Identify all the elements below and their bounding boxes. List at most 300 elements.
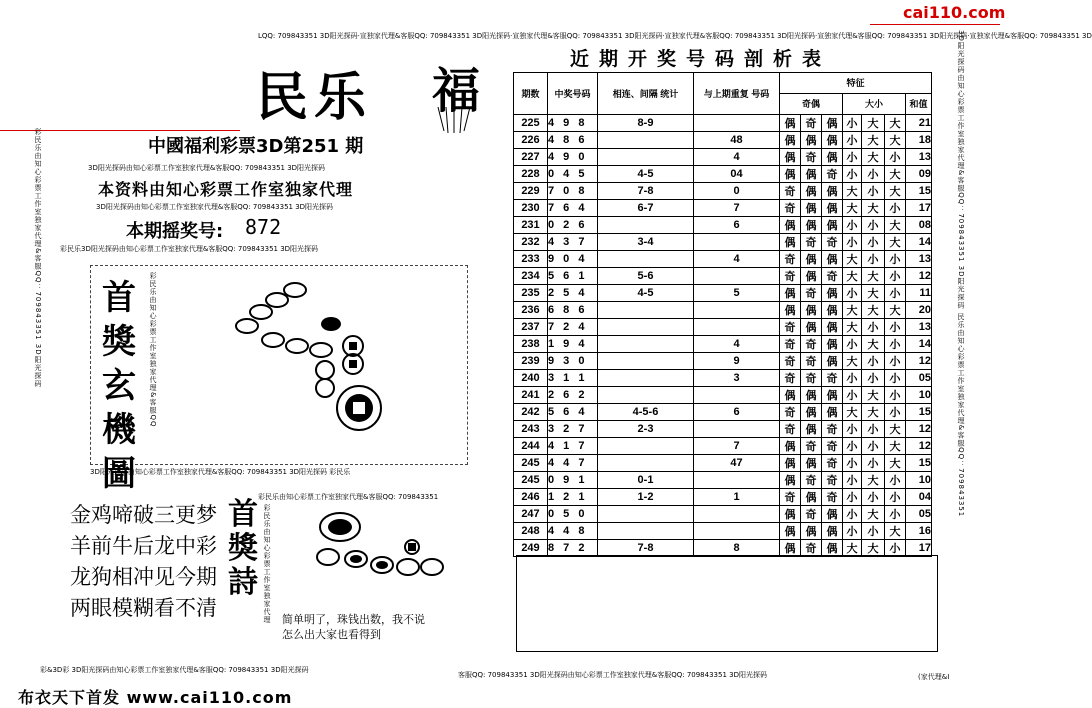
big-small-cell: 小 [843,115,862,132]
draw-label: 本期摇奖号: [126,221,224,242]
odd-even-cell: 偶 [780,387,801,404]
link-cell [598,302,694,319]
period-cell: 232 [514,234,548,251]
poem-line: 两眼模糊看不清 [70,596,217,620]
link-cell [598,149,694,166]
table-row [514,387,932,404]
sum-cell: 12 [906,438,932,455]
big-small-cell: 大 [885,421,906,438]
odd-even-cell: 奇 [780,251,801,268]
big-small-cell: 小 [862,217,885,234]
big-small-cell: 大 [843,183,862,200]
big-small-cell: 大 [862,149,885,166]
period-cell: 226 [514,132,548,149]
big-small-cell: 大 [885,455,906,472]
big-small-cell: 小 [843,217,862,234]
period-cell: 249 [514,540,548,557]
odd-even-cell: 偶 [822,200,843,217]
link-cell [598,523,694,540]
odd-even-cell: 奇 [801,438,822,455]
repeat-cell [694,387,780,404]
number-cell: 6 8 6 [548,302,598,319]
logo-title: 民乐 [256,67,373,128]
sum-cell: 05 [906,370,932,387]
number-cell: 7 2 4 [548,319,598,336]
repeat-cell [694,421,780,438]
repeat-cell: 6 [694,217,780,234]
sum-cell: 05 [906,506,932,523]
link-cell [598,455,694,472]
odd-even-cell: 奇 [801,472,822,489]
period-cell: 234 [514,268,548,285]
number-cell: 0 4 5 [548,166,598,183]
link-cell [598,251,694,268]
odd-even-cell: 偶 [801,404,822,421]
number-cell: 2 6 2 [548,387,598,404]
repeat-cell: 47 [694,455,780,472]
odd-even-cell: 偶 [801,200,822,217]
period-cell: 244 [514,438,548,455]
big-small-cell: 小 [843,370,862,387]
link-cell [598,217,694,234]
big-small-cell: 小 [843,421,862,438]
odd-even-cell: 偶 [822,132,843,149]
big-small-cell: 大 [862,336,885,353]
puzzle-title: 首 獎 玄 機 圖 [102,278,136,494]
big-small-cell: 小 [862,455,885,472]
repeat-cell: 6 [694,404,780,421]
big-small-cell: 小 [843,285,862,302]
bottom-banner-right: 客服QQ: 709843351 3D阳光探码由知心彩票工作室独家代理&客服QQ: 709843351 3D阳光探码 [458,671,767,679]
period-cell: 228 [514,166,548,183]
col-number: 中奖号码 [548,73,598,115]
big-small-cell: 大 [885,217,906,234]
odd-even-cell: 偶 [780,132,801,149]
odd-even-cell: 偶 [780,302,801,319]
sum-cell: 09 [906,166,932,183]
table-row [514,149,932,166]
odd-even-cell: 偶 [780,115,801,132]
repeat-cell: 04 [694,166,780,183]
odd-even-cell: 偶 [801,523,822,540]
odd-even-cell: 偶 [822,353,843,370]
period-cell: 240 [514,370,548,387]
odd-even-cell: 奇 [780,200,801,217]
odd-even-cell: 偶 [822,115,843,132]
odd-even-cell: 奇 [801,336,822,353]
poem-line: 金鸡啼破三更梦 [70,503,217,527]
big-small-cell: 小 [885,506,906,523]
odd-even-cell: 奇 [780,336,801,353]
odd-even-cell: 偶 [801,166,822,183]
table-row [514,421,932,438]
link-cell: 7-8 [598,183,694,200]
odd-even-cell: 奇 [801,234,822,251]
big-small-cell: 大 [843,200,862,217]
table-row [514,353,932,370]
number-cell: 8 7 2 [548,540,598,557]
big-small-cell: 小 [885,387,906,404]
big-small-cell: 小 [885,404,906,421]
number-cell: 4 4 7 [548,455,598,472]
link-cell [598,132,694,149]
table-row [514,251,932,268]
odd-even-cell: 偶 [780,438,801,455]
right-vertical-banner: 3D阳光探码由知心彩票工作室独家代理&客服QQ：709843351 3D阳光探码 民乐由知心彩票工作室独家代理&客服QQ：709843351 [957,30,965,518]
odd-even-cell: 偶 [780,217,801,234]
sum-cell: 11 [906,285,932,302]
big-small-cell: 小 [862,438,885,455]
link-cell [598,370,694,387]
odd-even-cell: 偶 [822,149,843,166]
odd-even-cell: 奇 [822,472,843,489]
number-cell: 4 9 8 [548,115,598,132]
sum-cell: 12 [906,353,932,370]
col-feature: 特征 [780,73,932,94]
big-small-cell: 小 [862,319,885,336]
sum-cell: 04 [906,489,932,506]
repeat-cell: 4 [694,149,780,166]
link-cell [598,319,694,336]
history-table-wrap [513,72,932,557]
table-row [514,132,932,149]
repeat-cell: 5 [694,285,780,302]
big-small-cell: 大 [885,234,906,251]
col-odd-even: 奇偶 [780,94,843,115]
table-row [514,455,932,472]
repeat-cell [694,523,780,540]
odd-even-cell: 奇 [780,489,801,506]
odd-even-cell: 偶 [780,472,801,489]
big-small-cell: 小 [843,523,862,540]
link-cell: 2-3 [598,421,694,438]
odd-even-cell: 奇 [801,506,822,523]
table-row [514,234,932,251]
history-table-body [514,115,932,557]
period-cell: 243 [514,421,548,438]
big-small-cell: 小 [862,234,885,251]
table-row [514,404,932,421]
coin-puzzle-image [225,280,385,440]
odd-even-cell: 偶 [822,302,843,319]
sum-cell: 14 [906,336,932,353]
big-small-cell: 大 [843,268,862,285]
period-cell: 239 [514,353,548,370]
table-row [514,370,932,387]
big-small-cell: 大 [862,200,885,217]
link-cell: 4-5 [598,166,694,183]
odd-even-cell: 奇 [822,421,843,438]
link-cell [598,506,694,523]
big-small-cell: 小 [885,353,906,370]
big-small-cell: 大 [843,319,862,336]
big-small-cell: 大 [885,183,906,200]
big-small-cell: 小 [885,268,906,285]
period-cell: 248 [514,523,548,540]
sum-cell: 20 [906,302,932,319]
big-small-cell: 小 [843,472,862,489]
big-small-cell: 小 [885,251,906,268]
big-small-cell: 小 [862,489,885,506]
link-cell: 1-2 [598,489,694,506]
big-small-cell: 小 [862,353,885,370]
repeat-cell [694,506,780,523]
table-row [514,319,932,336]
table-row [514,268,932,285]
sum-cell: 10 [906,472,932,489]
number-cell: 7 0 8 [548,183,598,200]
period-cell: 236 [514,302,548,319]
repeat-cell: 9 [694,353,780,370]
big-small-cell: 小 [885,200,906,217]
link-cell [598,336,694,353]
table-row [514,438,932,455]
fu-character: 福 [432,63,481,119]
puzzle-side-vertical: 彩民乐由知心彩票工作室独家代理&客服QQ [149,272,157,428]
odd-even-cell: 偶 [801,183,822,200]
odd-even-cell: 偶 [801,251,822,268]
link-cell: 8-9 [598,115,694,132]
coin-pattern-image [300,505,480,605]
repeat-cell [694,234,780,251]
period-cell: 246 [514,489,548,506]
repeat-cell: 7 [694,438,780,455]
odd-even-cell: 偶 [822,523,843,540]
table-row [514,166,932,183]
sum-cell: 08 [906,217,932,234]
odd-even-cell: 偶 [801,132,822,149]
number-cell: 2 5 4 [548,285,598,302]
odd-even-cell: 偶 [822,540,843,557]
odd-even-cell: 奇 [822,455,843,472]
big-small-cell: 小 [862,421,885,438]
bottom-banner: 彩&3D彩 3D阳光探码由知心彩票工作室独家代理&客服QQ: 709843351 3D阳光探码 [40,666,309,674]
big-small-cell: 大 [885,302,906,319]
number-cell: 7 6 4 [548,200,598,217]
odd-even-cell: 偶 [822,251,843,268]
site-brand[interactable]: cai110.com [903,3,1006,22]
big-small-cell: 小 [885,472,906,489]
agent-statement: 本资料由知心彩票工作室独家代理 [98,180,354,199]
poem-vertical-note: 彩民乐由知心彩票工作室独家代理 [263,504,271,624]
big-small-cell: 大 [843,251,862,268]
poem-caption: 简单明了，珠钱出数，我不说 怎么出大家也看得到 [282,613,425,641]
sum-cell: 15 [906,455,932,472]
repeat-cell: 3 [694,370,780,387]
bottom-banner-tag: (家代理&I [918,673,950,681]
big-small-cell: 小 [862,523,885,540]
blank-notes-box [516,555,938,652]
big-small-cell: 小 [862,183,885,200]
header-banner-3: 彩民乐3D阳光探码由知心彩票工作室独家代理&客服QQ: 709843351 3D阳光探码 [60,245,319,253]
odd-even-cell: 偶 [780,455,801,472]
repeat-cell: 8 [694,540,780,557]
number-cell: 0 9 1 [548,472,598,489]
sum-cell: 13 [906,251,932,268]
odd-even-cell: 奇 [822,166,843,183]
odd-even-cell: 奇 [801,115,822,132]
number-cell: 3 2 7 [548,421,598,438]
footer-text: 布衣天下首发 www.cai110.com [18,688,293,707]
repeat-cell: 4 [694,251,780,268]
period-cell: 225 [514,115,548,132]
odd-even-cell: 偶 [822,336,843,353]
draw-number: 872 [245,215,282,239]
brand-rule [870,24,1000,25]
odd-even-cell: 奇 [801,370,822,387]
number-cell: 4 8 6 [548,132,598,149]
sum-cell: 18 [906,132,932,149]
col-sum: 和值 [906,94,932,115]
period-cell: 227 [514,149,548,166]
big-small-cell: 大 [843,353,862,370]
big-small-cell: 大 [862,115,885,132]
link-cell: 3-4 [598,234,694,251]
big-small-cell: 小 [885,336,906,353]
big-small-cell: 小 [885,319,906,336]
history-table [513,72,932,557]
big-small-cell: 大 [843,540,862,557]
odd-even-cell: 偶 [780,506,801,523]
sum-cell: 17 [906,200,932,217]
big-small-cell: 大 [862,540,885,557]
big-small-cell: 小 [885,489,906,506]
big-small-cell: 小 [843,132,862,149]
odd-even-cell: 偶 [801,268,822,285]
issue-title: 中國福利彩票3D第251 期 [148,136,364,157]
big-small-cell: 小 [843,166,862,183]
big-small-cell: 大 [885,115,906,132]
big-small-cell: 大 [885,132,906,149]
col-repeat: 与上期重复 号码 [694,73,780,115]
period-cell: 233 [514,251,548,268]
period-cell: 231 [514,217,548,234]
link-cell: 6-7 [598,200,694,217]
odd-even-cell: 奇 [822,370,843,387]
odd-even-cell: 偶 [822,183,843,200]
period-cell: 247 [514,506,548,523]
odd-even-cell: 奇 [822,489,843,506]
table-title: 近期开奖号码剖析表 [570,48,832,70]
link-cell [598,387,694,404]
number-cell: 9 3 0 [548,353,598,370]
odd-even-cell: 偶 [822,319,843,336]
number-cell: 1 2 1 [548,489,598,506]
number-cell: 1 9 4 [548,336,598,353]
odd-even-cell: 偶 [801,489,822,506]
sum-cell: 21 [906,115,932,132]
big-small-cell: 小 [843,336,862,353]
number-cell: 4 3 7 [548,234,598,251]
odd-even-cell: 偶 [780,540,801,557]
odd-even-cell: 奇 [780,353,801,370]
big-small-cell: 小 [843,506,862,523]
big-small-cell: 小 [862,370,885,387]
number-cell: 5 6 4 [548,404,598,421]
odd-even-cell: 偶 [801,319,822,336]
col-link: 相连、间隔 统计 [598,73,694,115]
big-small-cell: 小 [843,455,862,472]
poem-banner: 彩民乐由知心彩票工作室独家代理&客服QQ: 709843351 [258,493,439,501]
odd-even-cell: 奇 [801,540,822,557]
number-cell: 4 4 8 [548,523,598,540]
odd-even-cell: 奇 [780,421,801,438]
number-cell: 4 1 7 [548,438,598,455]
big-small-cell: 小 [862,166,885,183]
big-small-cell: 大 [862,506,885,523]
col-period: 期数 [514,73,548,115]
big-small-cell: 小 [843,387,862,404]
col-big-small: 大小 [843,94,906,115]
number-cell: 5 6 1 [548,268,598,285]
odd-even-cell: 奇 [801,149,822,166]
poem-line: 龙狗相冲见今期 [70,565,217,589]
big-small-cell: 大 [862,132,885,149]
table-row [514,200,932,217]
odd-even-cell: 偶 [780,523,801,540]
table-row [514,285,932,302]
big-small-cell: 小 [885,370,906,387]
link-cell: 4-5-6 [598,404,694,421]
repeat-cell: 0 [694,183,780,200]
sum-cell: 13 [906,319,932,336]
odd-even-cell: 偶 [801,217,822,234]
big-small-cell: 小 [843,489,862,506]
sum-cell: 15 [906,404,932,421]
tassel-icon [430,105,480,135]
table-row [514,115,932,132]
odd-even-cell: 奇 [780,183,801,200]
odd-even-cell: 偶 [822,387,843,404]
odd-even-cell: 奇 [780,404,801,421]
odd-even-cell: 奇 [822,438,843,455]
odd-even-cell: 偶 [822,506,843,523]
big-small-cell: 小 [843,438,862,455]
link-cell: 5-6 [598,268,694,285]
big-small-cell: 小 [843,149,862,166]
period-cell: 241 [514,387,548,404]
big-small-cell: 大 [843,404,862,421]
sum-cell: 15 [906,183,932,200]
odd-even-cell: 偶 [780,149,801,166]
repeat-cell [694,472,780,489]
big-small-cell: 大 [885,438,906,455]
number-cell: 4 9 0 [548,149,598,166]
big-small-cell: 小 [843,234,862,251]
table-row [514,489,932,506]
odd-even-cell: 偶 [801,302,822,319]
odd-even-cell: 奇 [822,234,843,251]
header-banner-2: 3D阳光探码由知心彩票工作室独家代理&客服QQ: 709843351 3D阳光探码 [96,203,334,211]
header-banner-1: 3D阳光探码由知心彩票工作室独家代理&客服QQ: 709843351 3D阳光探码 [88,164,326,172]
repeat-cell: 1 [694,489,780,506]
repeat-cell [694,319,780,336]
table-row [514,523,932,540]
big-small-cell: 大 [862,404,885,421]
odd-even-cell: 奇 [801,285,822,302]
odd-even-cell: 偶 [822,217,843,234]
sum-cell: 14 [906,234,932,251]
table-row [514,217,932,234]
odd-even-cell: 奇 [780,268,801,285]
big-small-cell: 大 [862,302,885,319]
sum-cell: 12 [906,421,932,438]
big-small-cell: 大 [885,523,906,540]
repeat-cell [694,302,780,319]
table-row [514,183,932,200]
sum-cell: 17 [906,540,932,557]
sum-cell: 16 [906,523,932,540]
